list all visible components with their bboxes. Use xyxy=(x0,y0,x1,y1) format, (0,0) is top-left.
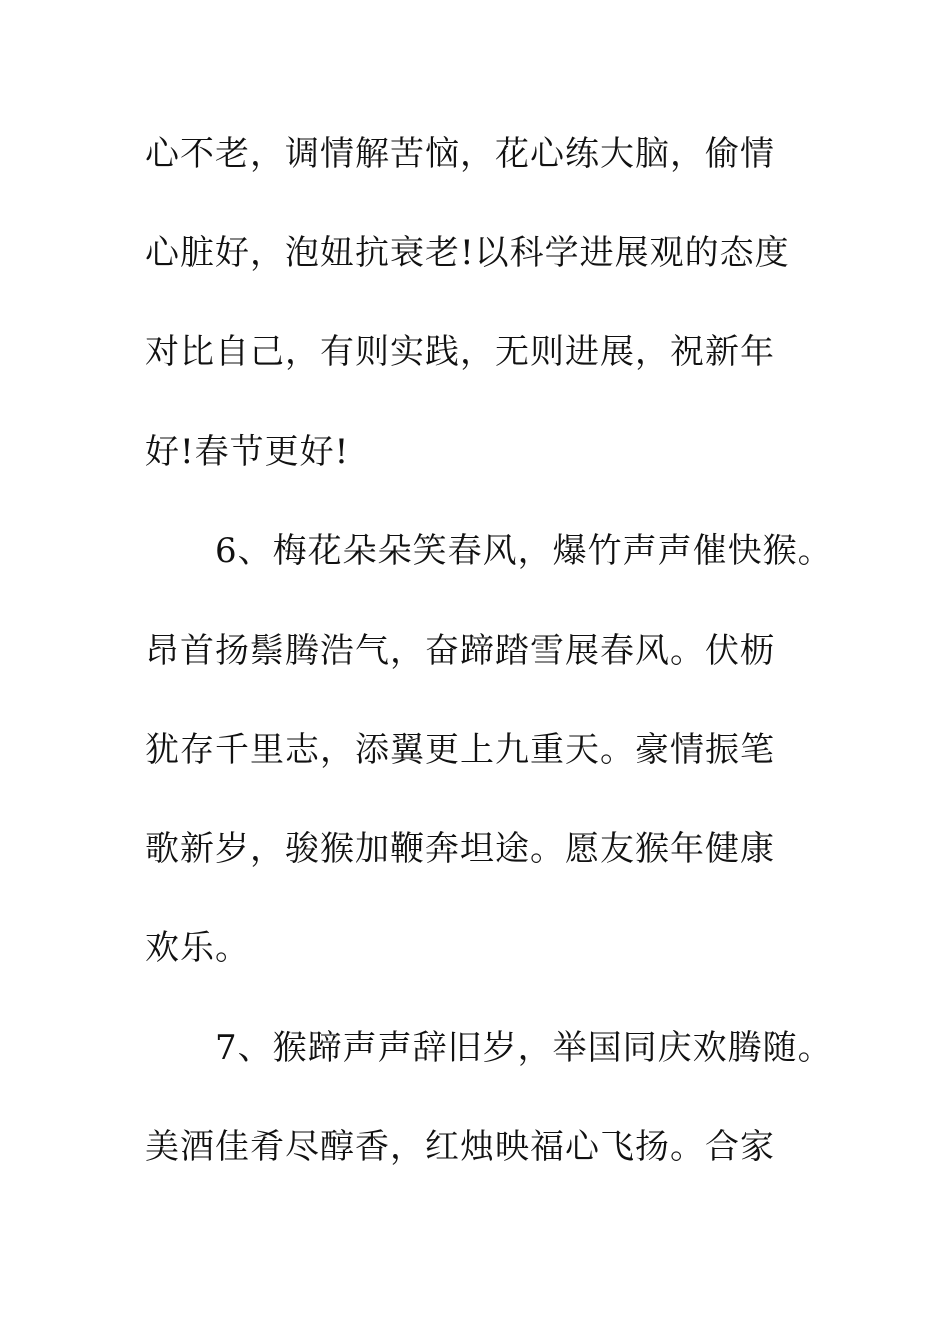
paragraph-line: 美酒佳肴尽醇香，红烛映福心飞扬。合家 xyxy=(145,1127,775,1167)
paragraph-line: 心不老，调情解苦恼，花心练大脑，偷情 xyxy=(145,134,775,174)
paragraph-line: 歌新岁，骏猴加鞭奔坦途。愿友猴年健康 xyxy=(145,829,775,869)
paragraph-line: 对比自己，有则实践，无则进展，祝新年 xyxy=(145,332,775,372)
paragraph-line: 欢乐。 xyxy=(145,928,250,968)
paragraph-line: 昂首扬鬃腾浩气，奋蹄踏雪展春风。伏枥 xyxy=(145,631,775,671)
paragraph-heading-line: 6、梅花朵朵笑春风，爆竹声声催快猴。 xyxy=(215,531,833,571)
paragraph-line: 犹存千里志，添翼更上九重天。豪情振笔 xyxy=(145,730,775,770)
paragraph-line: 好!春节更好! xyxy=(145,432,350,472)
paragraph-line: 心脏好，泡妞抗衰老!以科学进展观的态度 xyxy=(145,233,790,273)
paragraph-heading-line: 7、猴蹄声声辞旧岁，举国同庆欢腾随。 xyxy=(215,1028,833,1068)
